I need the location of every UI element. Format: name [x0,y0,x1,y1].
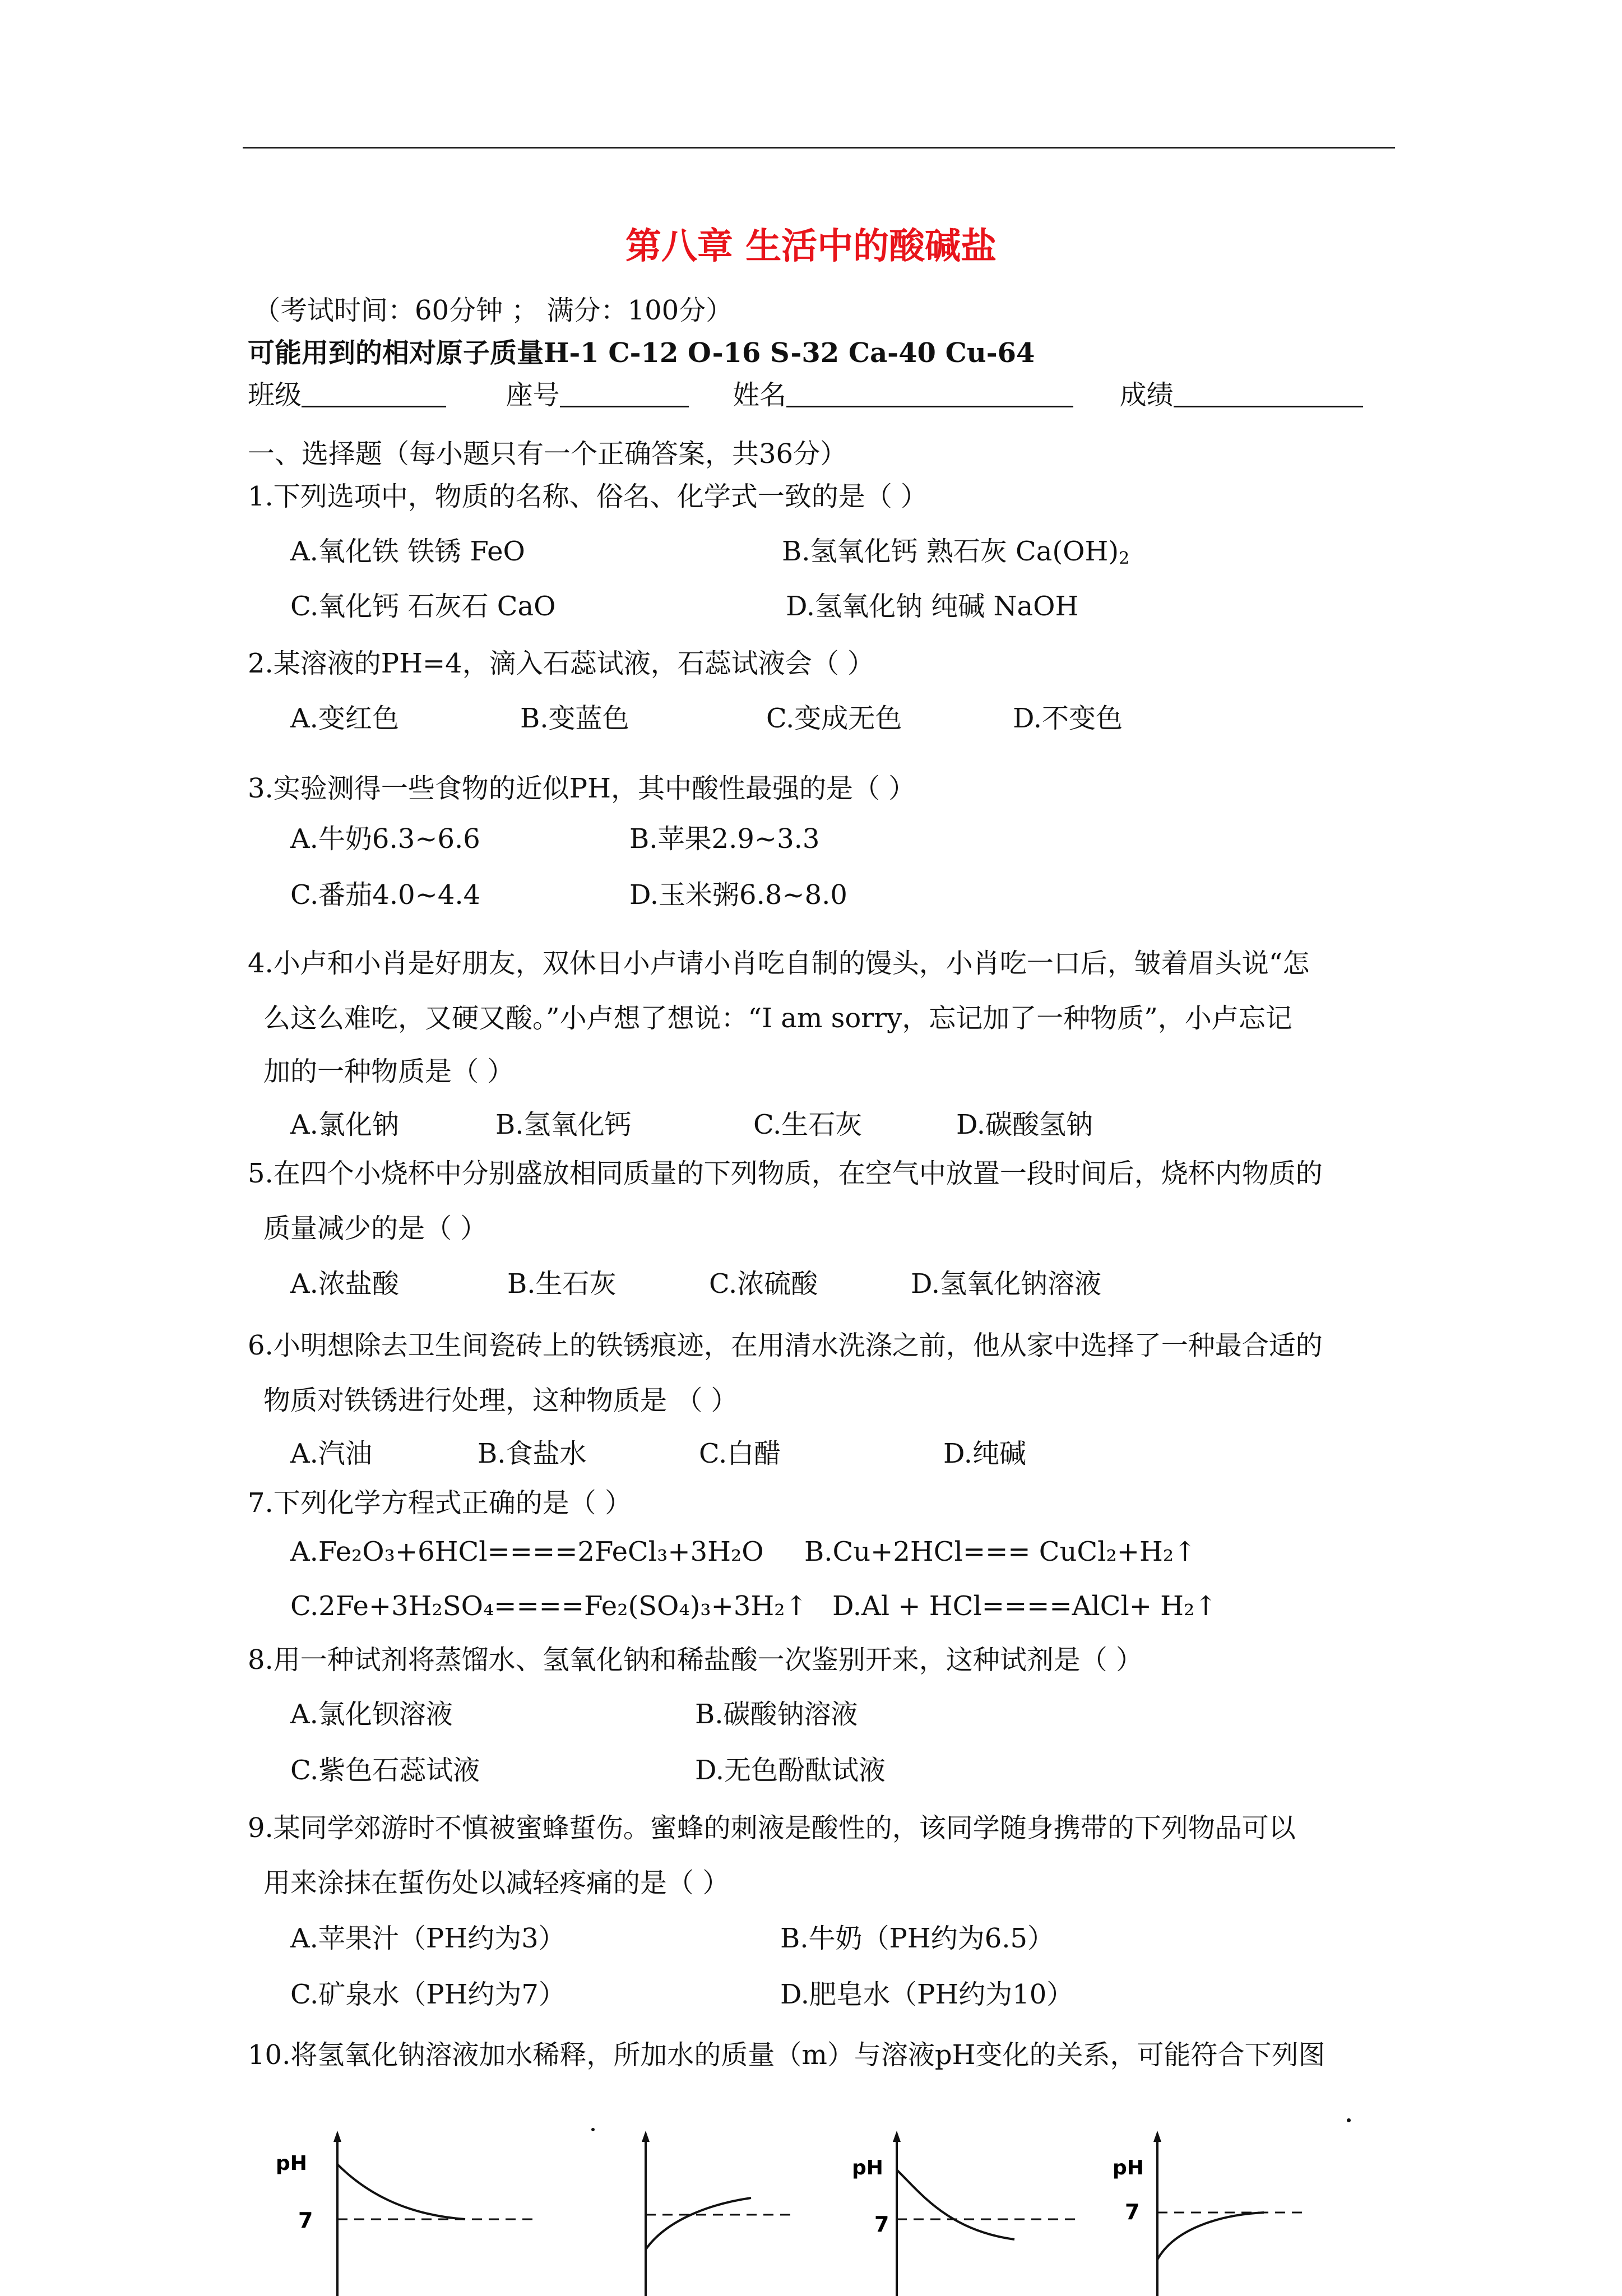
q9-option-a: A.苹果汁（PH约为3） [290,1923,566,1954]
ph-curve [1157,2212,1264,2260]
score-label: 成绩 [1119,379,1174,411]
question-4-line-3: 加的一种物质是（ ） [263,1056,515,1087]
name-label: 姓名 [733,379,787,411]
q2-option-b: B.变蓝色 [520,703,629,734]
q4-option-a: A.氯化钠 [290,1109,399,1140]
q1-option-b: B.氢氧化钙 熟石灰 $Ca(OH)_2$ [782,536,1130,568]
q4-option-b: B.氢氧化钙 [495,1109,632,1140]
q7-option-c: C.2Fe+3H₂SO₄====Fe₂(SO₄)₃+3H₂↑ [290,1590,808,1622]
q6-option-c: C.白醋 [699,1438,781,1469]
q9-option-c: C.矿泉水（PH约为7） [290,1979,566,2010]
q3-option-a: A.牛奶6.3~6.6 [290,823,480,855]
exam-info: （考试时间：60分钟 ； 满分：100分） [253,295,733,326]
y-axis-arrow [333,2131,341,2142]
q10-graph-d [1113,2130,1348,2294]
graph-b-svg [583,2130,818,2294]
score-field[interactable] [1174,381,1363,407]
q5-option-b: B.生石灰 [507,1268,617,1300]
y-axis-arrow [893,2131,901,2142]
q1-option-c: C.氧化钙 石灰石 CaO [290,591,556,622]
section-heading: 一、选择题（每小题只有一个正确答案，共36分） [248,438,847,470]
header-rule [243,147,1395,149]
q8-option-b: B.碳酸钠溶液 [695,1699,858,1730]
q5-option-c: C.浓硫酸 [709,1268,818,1300]
name-field[interactable] [786,381,1073,407]
question-1-stem: 1.下列选项中，物质的名称、俗名、化学式一致的是（ ） [248,481,928,512]
question-2-stem: 2.某溶液的PH=4，滴入石蕊试液，石蕊试液会（ ） [248,648,874,679]
q1-option-d: D.氢氧化钠 纯碱 NaOH [786,591,1079,622]
q10-graph-c [852,2130,1099,2294]
page-title: 第八章 生活中的酸碱盐 [625,225,997,267]
atomic-mass-line: 可能用到的相对原子质量H-1 C-12 O-16 S-32 Ca-40 Cu-64 [248,337,1035,369]
q6-option-a: A.汽油 [290,1438,372,1469]
question-10-stem: 10.将氢氧化钠溶液加水稀释，所加水的质量（m）与溶液pH变化的关系，可能符合下列图 [248,2039,1326,2071]
q9-option-b: B.牛奶（PH约为6.5） [780,1923,1055,1954]
question-5-line-2: 质量减少的是（ ） [263,1213,488,1244]
ph7-label: 7 [1125,2200,1140,2224]
q8-option-c: C.紫色石蕊试液 [290,1755,480,1786]
graph-a-svg [275,2130,544,2294]
q2-option-c: C.变成无色 [766,703,902,734]
y-axis-label: pH [1113,2156,1144,2179]
stray-dot [1347,2118,1351,2122]
y-axis-label: pH [852,2156,883,2179]
question-9-line-2: 用来涂抹在蜇伤处以减轻疼痛的是（ ） [263,1867,730,1899]
q6-option-b: B.食盐水 [478,1438,587,1469]
q10-graph-a [275,2130,544,2294]
q5-option-a: A.浓盐酸 [290,1268,399,1300]
q8-option-d: D.无色酚酞试液 [695,1755,886,1786]
y-axis-arrow [642,2131,650,2142]
q8-option-a: A.氯化钡溶液 [290,1699,453,1730]
stray-dot [591,2128,595,2131]
q4-option-d: D.碳酸氢钠 [956,1109,1093,1140]
question-6-line-2: 物质对铁锈进行处理，这种物质是 （ ） [263,1385,738,1416]
question-8-stem: 8.用一种试剂将蒸馏水、氢氧化钠和稀盐酸一次鉴别开来，这种试剂是（ ） [248,1644,1143,1676]
graph-d-svg [1113,2130,1348,2294]
q1-option-a: A.氧化铁 铁锈 FeO [290,536,525,567]
q7-option-d: D.Al + HCl====AlCl+ H₂↑ [832,1590,1217,1622]
seat-field[interactable] [560,381,689,407]
q4-option-c: C.生石灰 [753,1109,863,1140]
q6-option-d: D.纯碱 [943,1438,1027,1469]
question-4-line-1: 4.小卢和小肖是好朋友，双休日小卢请小肖吃自制的馒头，小肖吃一口后，皱着眉头说“怎 [248,948,1310,979]
question-3-stem: 3.实验测得一些食物的近似PH，其中酸性最强的是（ ） [248,773,916,804]
question-7-stem: 7.下列化学方程式正确的是（ ） [248,1487,632,1519]
class-field[interactable] [302,381,446,407]
ph-curve [897,2170,1014,2239]
question-5-line-1: 5.在四个小烧杯中分别盛放相同质量的下列物质，在空气中放置一段时间后，烧杯内物质的 [248,1158,1323,1189]
q9-option-d: D.肥皂水（PH约为10） [780,1979,1074,2010]
q5-option-d: D.氢氧化钠溶液 [911,1268,1102,1300]
seat-label: 座号 [506,379,560,411]
question-6-line-1: 6.小明想除去卫生间瓷砖上的铁锈痕迹，在用清水洗涤之前，他从家中选择了一种最合适的 [248,1330,1323,1361]
y-axis-label: pH [276,2152,307,2175]
ph-curve [337,2164,465,2219]
q10-graph-b [583,2130,818,2294]
ph7-label: 7 [874,2212,889,2237]
q3-option-b: B.苹果2.9~3.3 [629,823,820,855]
q3-option-c: C.番茄4.0~4.4 [290,879,481,911]
ph7-label: 7 [298,2208,313,2233]
q7-option-a: A.Fe₂O₃+6HCl====2FeCl₃+3H₂O [290,1536,764,1567]
q7-option-b: B.Cu+2HCl=== CuCl₂+H₂↑ [804,1536,1197,1567]
class-label: 班级 [248,379,302,411]
q2-option-d: D.不变色 [1013,703,1123,734]
y-axis-arrow [1153,2131,1161,2142]
q3-option-d: D.玉米粥6.8~8.0 [629,879,847,911]
graph-c-svg [852,2130,1099,2294]
q2-option-a: A.变红色 [290,703,399,734]
info-fields-row [248,373,1363,412]
question-4-line-2: 么这么难吃，又硬又酸。”小卢想了想说：“I am sorry，忘记加了一种物质”，小卢忘记 [263,1003,1292,1034]
question-9-line-1: 9.某同学郊游时不慎被蜜蜂蜇伤。蜜蜂的刺液是酸性的，该同学随身携带的下列物品可以 [248,1812,1296,1844]
ph-curve [646,2198,751,2249]
